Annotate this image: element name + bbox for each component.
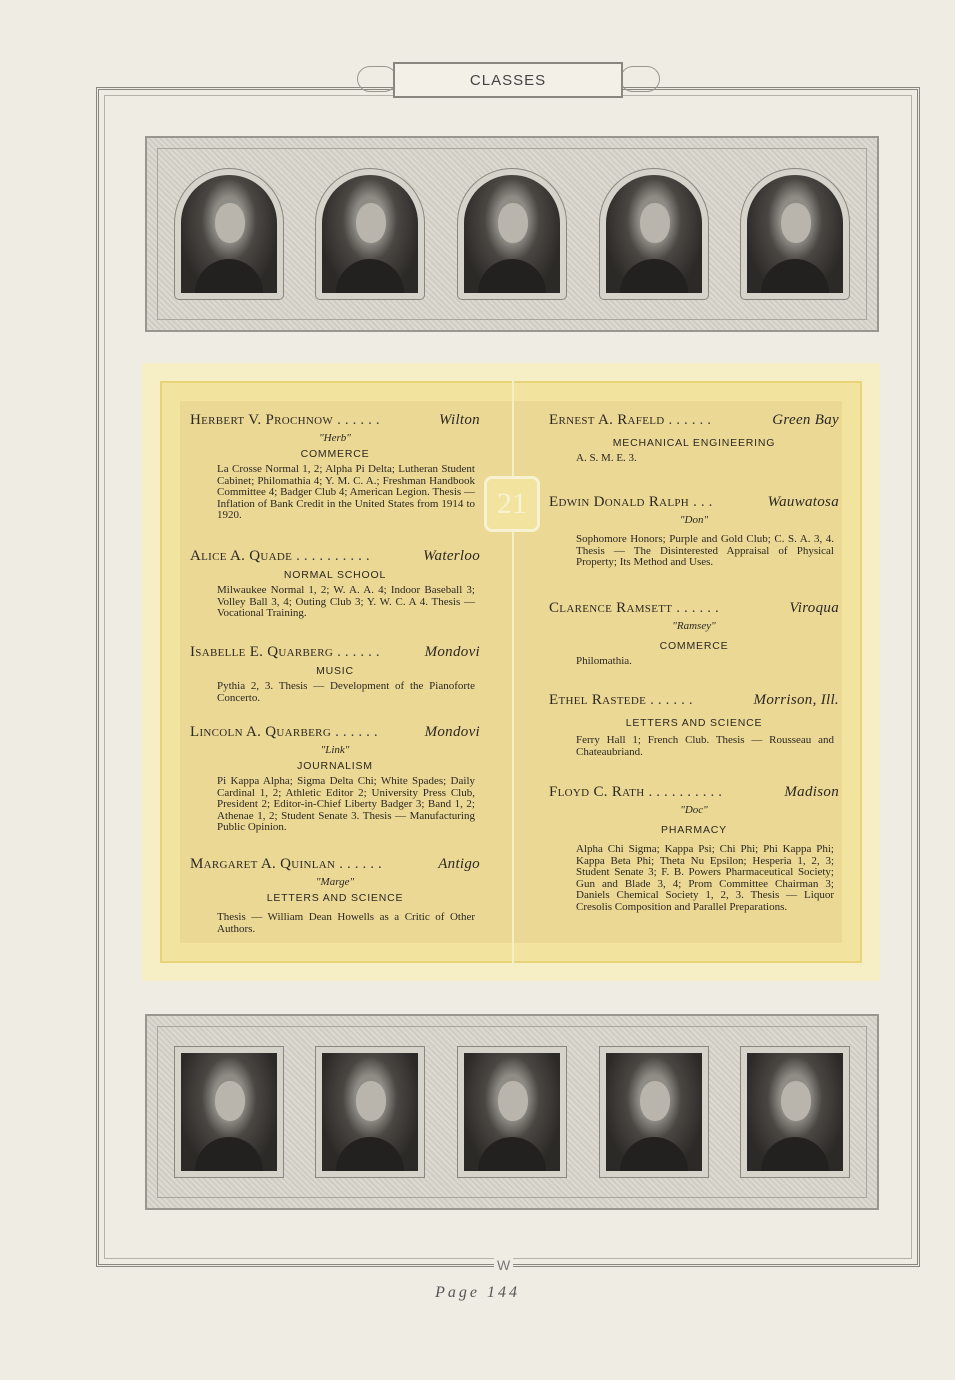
school-name: MECHANICAL ENGINEERING <box>612 437 776 449</box>
thesis: Thesis — Rousseau and Chateaubriand. <box>576 734 834 758</box>
section-header <box>393 62 623 98</box>
thesis: Thesis — Development of the Pianoforte Concerto. <box>217 680 475 704</box>
student-entry: Ernest A. Rafeld ...... Green Bay MECHANICAL ENGINEERING A. S. M. E. 3. <box>549 412 839 464</box>
student-name: Edwin Donald Ralph <box>549 494 690 510</box>
hometown: Mondovi <box>424 644 480 660</box>
bottom-photo-band <box>145 1014 879 1210</box>
student-name: Isabelle E. Quarberg <box>190 644 334 660</box>
hometown: Waterloo <box>423 548 480 564</box>
nickname: "Ramsey" <box>672 620 716 632</box>
portrait-photo <box>458 1047 566 1177</box>
student-entry: Ethel Rastede ...... Morrison, Ill. LETTERS AND SCIENCE Ferry Hall 1; French Club. Thesis — Rousseau and Chateaubriand. <box>549 692 839 758</box>
activities: A. S. M. E. 3. <box>576 452 637 464</box>
column-divider <box>512 380 514 964</box>
page-number: Page 144 <box>435 1284 520 1301</box>
portrait-photo <box>458 169 566 299</box>
section-title: CLASSES <box>469 71 547 89</box>
nickname: "Don" <box>679 514 709 526</box>
hometown: Mondovi <box>424 724 480 740</box>
class-year-badge <box>484 476 540 532</box>
activities: Milwaukee Normal 1, 2; W. A. A. 4; Indoor Baseball 3; Volley Ball 3, 4; Outing Club 3; Y. W. C. A 4. <box>217 584 475 608</box>
hometown: Green Bay <box>772 412 839 428</box>
hometown: Antigo <box>438 856 480 872</box>
school-name: COMMERCE <box>659 640 729 652</box>
student-name: Alice A. Quade <box>190 548 293 564</box>
student-entry: Floyd C. Rath .......... Madison "Doc" PHARMACY Alpha Chi Sigma; Kappa Psi; Chi Phi; Phi Kappa Phi; Kappa Beta Phi; Theta Nu Epsilon; Hesperia 1, 2, 3; Student Senate 3; F. B. Powers Pharmaceutical Society; Gun and Blade 3, 4; Prom Committee Chairman 3; Daniels Chemical Society 1, 2, 3. Thesis — Liquor Cresolis Composition and Parallel Preparations. <box>549 784 839 913</box>
thesis: Thesis — William Dean Howells as a Critic of Other Authors. <box>217 911 475 935</box>
activities: Sophomore Honors; Purple and Gold Club; C. S. A. 3, 4. <box>576 533 834 545</box>
school-name: JOURNALISM <box>297 760 373 772</box>
portrait-photo <box>600 169 708 299</box>
activities: Alpha Chi Sigma; Kappa Psi; Chi Phi; Phi Kappa Phi; Kappa Beta Phi; Theta Nu Epsilon; Hesperia 1, 2, 3; Student Senate 3; F. B. Powers Pharmaceutical Society; Gun and Blade 3, 4; Prom Committee Chairman 3; Daniels Chemical Society 1, 2, 3. <box>576 843 834 901</box>
thesis: Thesis — Vocational Training. <box>217 595 475 619</box>
activities: Ferry Hall 1; French Club. <box>576 734 710 746</box>
student-name: Ernest A. Rafeld <box>549 412 665 428</box>
school-name: COMMERCE <box>300 448 370 460</box>
nickname: "Link" <box>320 744 350 756</box>
top-photo-band <box>145 136 879 332</box>
hometown: Wauwatosa <box>767 494 839 510</box>
portrait-photo <box>600 1047 708 1177</box>
portrait-photo <box>316 1047 424 1177</box>
student-name: Clarence Ramsett <box>549 600 673 616</box>
activities: Pi Kappa Alpha; Sigma Delta Chi; White Spades; Daily Cardinal 1, 2; Athletic Editor 2; University Press Club, President 2; Editor-in-Chief Liberty Badger 3; Band 1, 2; Athenae 1, 2; Student Senate 3. <box>217 775 475 822</box>
student-name: Margaret A. Quinlan <box>190 856 336 872</box>
portrait-photo <box>316 169 424 299</box>
nickname: "Doc" <box>680 804 708 816</box>
hometown: Morrison, Ill. <box>753 692 839 708</box>
nickname: "Marge" <box>315 876 355 888</box>
thesis: Thesis — Liquor Cresolis Composition and Parallel Preparations. <box>576 889 834 913</box>
hometown: Wilton <box>439 412 480 428</box>
portrait-photo <box>741 169 849 299</box>
thesis: Thesis — Manufacturing Public Opinion. <box>217 809 475 833</box>
student-name: Ethel Rastede <box>549 692 647 708</box>
school-name: NORMAL SCHOOL <box>283 569 387 581</box>
student-entry: Lincoln A. Quarberg ...... Mondovi "Link" JOURNALISM Pi Kappa Alpha; Sigma Delta Chi; White Spades; Daily Cardinal 1, 2; Athletic Editor 2; University Press Club, President 2; Editor-in-Chief Liberty Badger 3; Band 1, 2; Athenae 1, 2; Student Senate 3. Thesis — Manufacturing Public Opinion. <box>190 724 480 833</box>
school-name: PHARMACY <box>661 824 727 836</box>
school-name: LETTERS AND SCIENCE <box>266 892 404 904</box>
student-name: Floyd C. Rath <box>549 784 645 800</box>
header-scroll-ornament-right <box>620 66 660 92</box>
activities: La Crosse Normal 1, 2; Alpha Pi Delta; Lutheran Student Cabinet; Philomathia 4; Y. M. C. A.; Freshman Handbook Committee 4; Badger Club 4; American Legion. <box>217 463 475 498</box>
portrait-photo <box>175 169 283 299</box>
portrait-photo <box>175 1047 283 1177</box>
student-entry: Herbert V. Prochnow ...... Wilton "Herb" COMMERCE La Crosse Normal 1, 2; Alpha Pi Delta; Lutheran Student Cabinet; Philomathia 4; Y. M. C. A.; Freshman Handbook Committee 4; Badger Club 4; American Legion. Thesis — Inflation of Bank Credit in the United States from 1914 to 1920. <box>190 412 480 521</box>
student-name: Lincoln A. Quarberg <box>190 724 332 740</box>
student-name: Herbert V. Prochnow <box>190 412 334 428</box>
thesis: Thesis — Inflation of Bank Credit in the United States from 1914 to 1920. <box>217 486 475 521</box>
portrait-photo <box>741 1047 849 1177</box>
header-scroll-ornament-left <box>357 66 397 92</box>
hometown: Madison <box>784 784 839 800</box>
hometown: Viroqua <box>789 600 839 616</box>
thesis: Thesis — The Disinterested Appraisal of Physical Property; Its Method and Uses. <box>576 544 834 568</box>
activities: Pythia 2, 3. <box>217 680 274 692</box>
student-entry: Isabelle E. Quarberg ...... Mondovi MUSIC Pythia 2, 3. Thesis — Development of the Pianoforte Concerto. <box>190 644 480 704</box>
student-entry: Alice A. Quade .......... Waterloo NORMAL SCHOOL Milwaukee Normal 1, 2; W. A. A. 4; Indoor Baseball 3; Volley Ball 3, 4; Outing Club 3; Y. W. C. A 4. Thesis — Vocational Training. <box>190 548 480 619</box>
footer-monogram: W <box>494 1257 513 1273</box>
student-entry: Margaret A. Quinlan ...... Antigo "Marge" LETTERS AND SCIENCE Thesis — William Dean Howells as a Critic of Other Authors. <box>190 856 480 935</box>
school-name: LETTERS AND SCIENCE <box>625 717 763 729</box>
student-entry: Edwin Donald Ralph ... Wauwatosa "Don" Sophomore Honors; Purple and Gold Club; C. S. A. 3, 4. Thesis — The Disinterested Appraisal of Physical Property; Its Method and Uses. <box>549 494 839 568</box>
school-name: MUSIC <box>316 665 354 677</box>
class-year: 21 <box>497 487 527 520</box>
nickname: "Herb" <box>319 432 351 444</box>
activities: Philomathia. <box>576 655 632 667</box>
student-entry: Clarence Ramsett ...... Viroqua "Ramsey" COMMERCE Philomathia. <box>549 600 839 667</box>
